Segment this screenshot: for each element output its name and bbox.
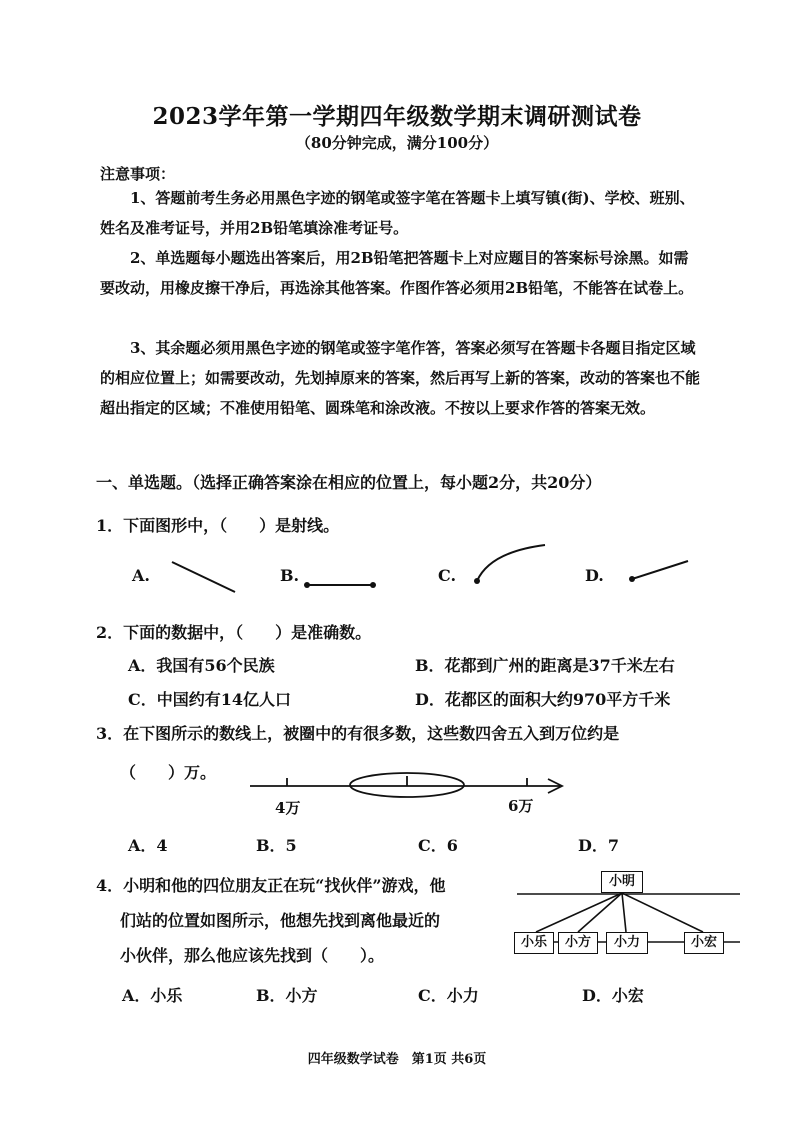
question-2-option-c[interactable]: C．中国约有14亿人口 <box>128 690 292 709</box>
question-1-option-c[interactable]: C. <box>438 566 457 585</box>
notice-item-1: 1、答题前考生务必用黑色字迹的钢笔或签字笔在答题卡上填写镇(街)、学校、班别、姓名及准考证号，并用2B铅笔填涂准考证号。 <box>100 189 695 237</box>
number-line-label-left: 4万 <box>275 799 301 817</box>
diagram-node-xiaohong: 小宏 <box>684 932 724 954</box>
question-2-option-b[interactable]: B．花都到广州的距离是37千米左右 <box>415 656 675 675</box>
question-2-option-d[interactable]: D．花都区的面积大约970平方千米 <box>415 690 671 709</box>
question-1-option-a[interactable]: A. <box>132 566 150 585</box>
diagram-node-xiaoli: 小力 <box>606 932 648 954</box>
question-3-option-c[interactable]: C．6 <box>418 836 458 855</box>
question-2-option-a[interactable]: A．我国有56个民族 <box>128 656 275 675</box>
question-3-option-d[interactable]: D．7 <box>578 836 620 855</box>
notice-title: 注意事项： <box>100 165 176 183</box>
question-4-option-a[interactable]: A．小乐 <box>122 986 183 1005</box>
page-title: 2023学年第一学期四年级数学期末调研测试卷 <box>152 103 642 130</box>
question-4-option-c[interactable]: C．小力 <box>418 986 479 1005</box>
link-xiaoli <box>622 893 626 932</box>
diagram-node-xiaole: 小乐 <box>514 932 554 954</box>
notice-item-3: 3、其余题必须用黑色字迹的钢笔或签字笔作答，答案必须写在答题卡各题目指定区域的相应位置上；如需要改动，先划掉原来的答案，然后再写上新的答案，改动的答案也不能超出指定的区域；不准使用铅笔、圆珠笔和涂改液。不按以上要求作答的答案无效。 <box>100 339 701 417</box>
question-4-line-1: 4．小明和他的四位朋友正在玩“找伙伴”游戏，他 <box>96 876 446 895</box>
diagram-node-xiaoming: 小明 <box>601 871 643 893</box>
question-1-option-d[interactable]: D. <box>585 566 604 585</box>
question-4-option-b[interactable]: B．小方 <box>256 986 318 1005</box>
diagram-node-xiaofang: 小方 <box>558 932 598 954</box>
page-subtitle: （80分钟完成，满分100分） <box>295 134 499 152</box>
page-footer: 四年级数学试卷 第1页 共6页 <box>307 1052 487 1067</box>
question-3-option-a[interactable]: A．4 <box>128 836 168 855</box>
question-3-stem-line2: （ ）万。 <box>120 763 217 782</box>
section-heading: 一、单选题。（选择正确答案涂在相应的位置上，每小题2分，共20分） <box>96 473 602 492</box>
notice-item-2: 2、单选题每小题选出答案后，用2B铅笔把答题卡上对应题目的答案标号涂黑。如需要改动，用橡皮擦干净后，再选涂其他答案。作图作答必须用2B铅笔，不能答在试卷上。 <box>100 249 694 297</box>
question-3-stem: 3．在下图所示的数线上，被圈中的有很多数，这些数四舍五入到万位约是 <box>96 724 620 743</box>
question-1-stem: 1．下面图形中，（ ）是射线。 <box>96 516 340 535</box>
question-3-option-b[interactable]: B．5 <box>256 836 297 855</box>
question-2-stem: 2．下面的数据中，（ ）是准确数。 <box>96 623 372 642</box>
question-4-option-d[interactable]: D．小宏 <box>582 986 644 1005</box>
number-line-label-right: 6万 <box>508 797 534 815</box>
link-xiaole <box>536 893 622 932</box>
question-4-line-2: 们站的位置如图所示，他想先找到离他最近的 <box>120 911 441 930</box>
link-xiaofang <box>578 893 622 932</box>
question-4-line-3: 小伙伴，那么他应该先找到（ ）。 <box>120 946 385 965</box>
link-xiaohong <box>622 893 703 932</box>
question-1-option-b[interactable]: B. <box>280 566 300 585</box>
